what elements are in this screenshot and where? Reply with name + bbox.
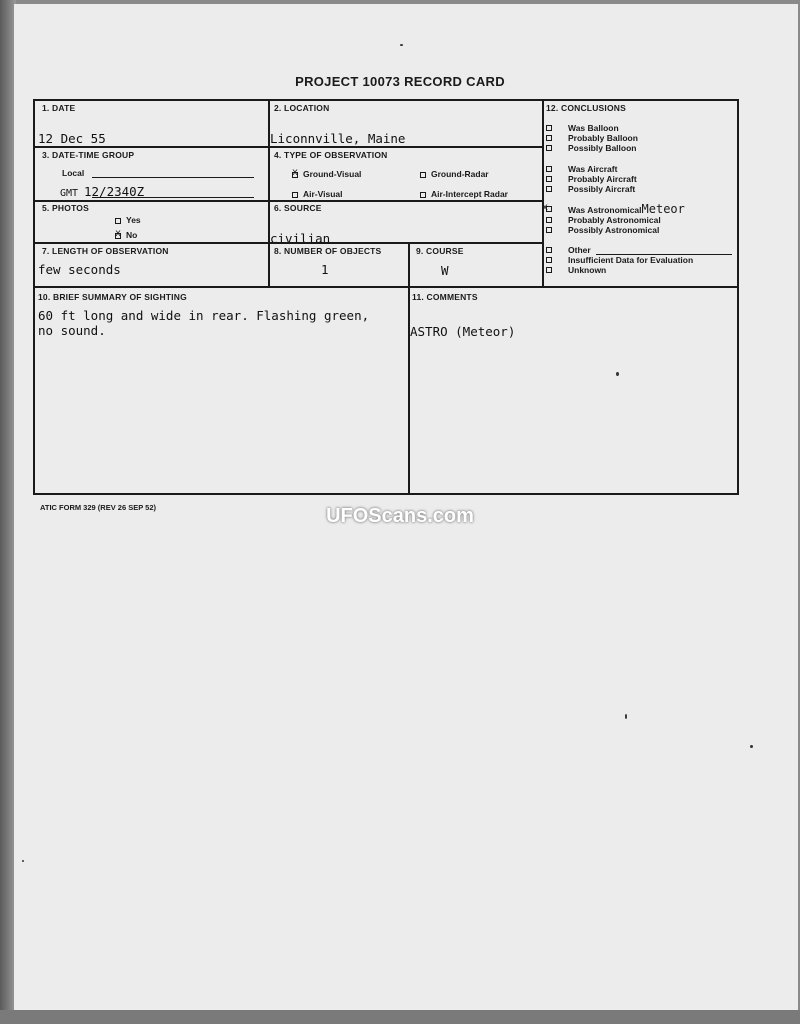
conclusion-other: Other (546, 245, 591, 255)
card-title: PROJECT 10073 RECORD CARD (295, 74, 505, 89)
photos-no: xNo (115, 230, 137, 240)
local-underline (92, 177, 254, 178)
dtg-label: 3. DATE-TIME GROUP (42, 150, 135, 160)
photos-yes: Yes (115, 215, 141, 225)
conclusion-was-aircraft: Was Aircraft (546, 164, 617, 174)
divider-v-left (268, 100, 270, 287)
checkbox-air-intercept-radar (420, 192, 426, 198)
checkmark-x: x (542, 202, 549, 213)
conclusion-possibly-balloon: Possibly Balloon (546, 143, 637, 153)
checkbox-photos-no (115, 233, 121, 239)
conclusions-label: 12. CONCLUSIONS (546, 103, 626, 113)
divider-h-4 (34, 286, 738, 288)
conclusion-possibly-astronomical: Possibly Astronomical (546, 225, 659, 235)
checkbox-possibly-astronomical (546, 227, 552, 233)
scan-speck (616, 372, 619, 376)
divider-v-conclusions (542, 100, 544, 287)
checkbox-probably-astronomical (546, 217, 552, 223)
scan-speck (625, 714, 627, 719)
conclusion-possibly-aircraft: Possibly Aircraft (546, 184, 635, 194)
astronomical-note: Meteor (641, 202, 685, 216)
objects-label: 8. NUMBER OF OBJECTS (274, 246, 382, 256)
checkbox-unknown (546, 267, 552, 273)
checkbox-insufficient-data (546, 257, 552, 263)
objects-value: 1 (321, 262, 329, 277)
conclusion-probably-astronomical: Probably Astronomical (546, 215, 661, 225)
checkbox-other (546, 247, 552, 253)
summary-label: 10. BRIEF SUMMARY OF SIGHTING (38, 292, 187, 302)
source-value: civilian (270, 231, 331, 242)
local-label: Local (62, 168, 85, 178)
scan-speck (750, 745, 753, 748)
date-label: 1. DATE (42, 103, 76, 113)
checkbox-possibly-balloon (546, 145, 552, 151)
source-label: 6. SOURCE (274, 203, 322, 213)
conclusion-was-astronomical: x Was AstronomicalMeteor (542, 202, 685, 216)
length-value: few seconds (38, 262, 121, 277)
checkbox-was-balloon (546, 125, 552, 131)
conclusion-insufficient-data: Insufficient Data for Evaluation (546, 255, 693, 265)
conclusion-unknown: Unknown (546, 265, 606, 275)
scan-speck (22, 860, 24, 862)
location-label: 2. LOCATION (274, 103, 330, 113)
obs-ground-radar: Ground-Radar (420, 169, 489, 179)
conclusion-was-balloon: Was Balloon (546, 123, 619, 133)
checkbox-air-visual (292, 192, 298, 198)
comments-label: 11. COMMENTS (412, 292, 478, 302)
checkbox-ground-radar (420, 172, 426, 178)
summary-line-2: no sound. (38, 323, 106, 338)
divider-v-objects (408, 242, 410, 495)
course-label: 9. COURSE (416, 246, 464, 256)
scan-speck (400, 44, 403, 46)
course-value: W (441, 263, 449, 278)
obs-air-visual: Air-Visual (292, 189, 343, 199)
checkbox-was-aircraft (546, 166, 552, 172)
location-value: Liconnville, Maine (270, 131, 406, 146)
divider-h-2 (34, 200, 542, 202)
gmt-label: GMT (60, 188, 79, 199)
checkbox-photos-yes (115, 218, 121, 224)
summary-line-1: 60 ft long and wide in rear. Flashing green, (38, 308, 370, 323)
length-label: 7. LENGTH OF OBSERVATION (42, 246, 169, 256)
observation-type-label: 4. TYPE OF OBSERVATION (274, 150, 388, 160)
form-number: ATIC FORM 329 (REV 26 SEP 52) (40, 503, 157, 512)
checkbox-possibly-aircraft (546, 186, 552, 192)
conclusion-probably-aircraft: Probably Aircraft (546, 174, 637, 184)
conclusion-probably-balloon: Probably Balloon (546, 133, 638, 143)
photos-label: 5. PHOTOS (42, 203, 89, 213)
divider-h-3 (34, 242, 542, 244)
gmt-value: 12/2340Z (84, 184, 145, 199)
comments-value: ASTRO (Meteor) (410, 324, 516, 339)
checkbox-ground-visual (292, 172, 298, 178)
date-value: 12 Dec 55 (38, 131, 106, 146)
watermark: UFOScans.com (326, 505, 474, 527)
page-bottom-edge (0, 1010, 800, 1024)
obs-ground-visual: xGround-Visual (292, 169, 361, 179)
divider-h-1 (34, 146, 542, 148)
checkbox-probably-aircraft (546, 176, 552, 182)
checkbox-probably-balloon (546, 135, 552, 141)
obs-air-intercept-radar: Air-Intercept Radar (420, 189, 508, 199)
